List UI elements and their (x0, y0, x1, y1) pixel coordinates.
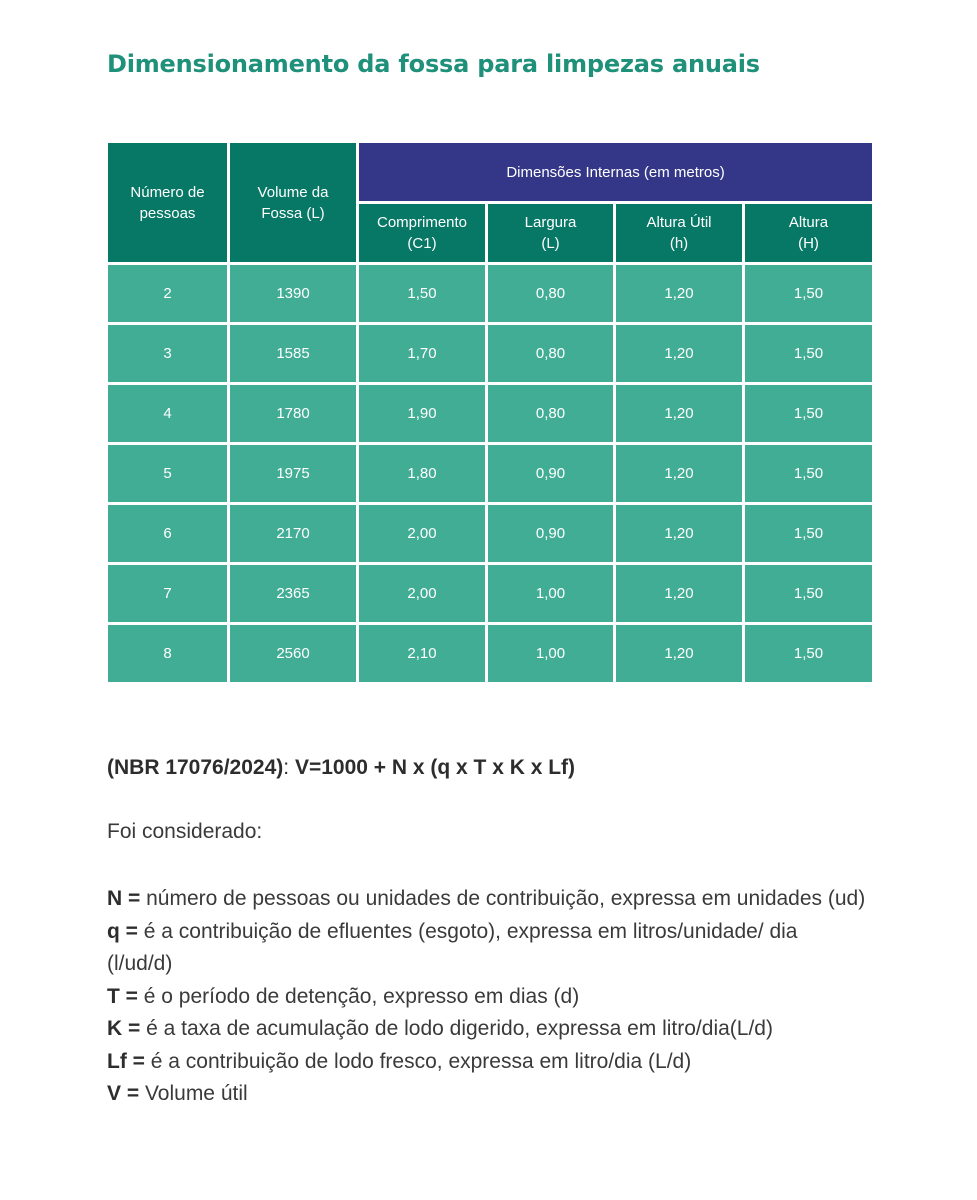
cell-people: 7 (107, 564, 229, 624)
cell-people: 4 (107, 384, 229, 444)
header-height-unit: (H) (798, 235, 819, 252)
table-row (107, 624, 874, 684)
cell-volume: 2365 (229, 564, 358, 624)
cell-volume: 2560 (229, 624, 358, 684)
cell-useful-height: 1,20 (615, 624, 744, 684)
header-useful-height-name: Altura Útil (646, 214, 712, 231)
cell-volume: 1585 (229, 324, 358, 384)
cell-useful-height: 1,20 (615, 504, 744, 564)
cell-people: 3 (107, 324, 229, 384)
header-useful-height-unit: (h) (669, 235, 689, 252)
cell-people: 5 (107, 444, 229, 504)
cell-length: 2,10 (358, 624, 487, 684)
table-row (107, 384, 874, 444)
header-internal-dimensions: Dimensões Internas (em metros) (358, 142, 874, 203)
definition-item (107, 883, 867, 916)
formula-separator: : (283, 756, 295, 779)
formula-expression: V=1000 + N x (q x T x K x Lf) (294, 756, 576, 779)
considered-label: Foi considerado: (107, 820, 263, 843)
table-row (107, 564, 874, 624)
cell-length: 1,70 (358, 324, 487, 384)
header-people (107, 142, 229, 264)
cell-people: 6 (107, 504, 229, 564)
table-row (107, 504, 874, 564)
header-width-name: Largura (524, 214, 577, 231)
cell-length: 2,00 (358, 504, 487, 564)
definitions-list (107, 883, 867, 1111)
cell-volume: 1390 (229, 264, 358, 324)
formula (107, 756, 575, 780)
table-header-row (107, 142, 874, 203)
definition-text: é a taxa de acumulação de lodo digerido, expressa em litro/dia(L/d) (140, 1017, 773, 1040)
definition-item (107, 1013, 867, 1046)
cell-useful-height: 1,20 (615, 324, 744, 384)
cell-height: 1,50 (744, 384, 874, 444)
definition-item (107, 916, 867, 981)
definition-text: é o período de detenção, expresso em dias (d) (137, 984, 580, 1008)
cell-people: 8 (107, 624, 229, 684)
cell-useful-height: 1,20 (615, 564, 744, 624)
cell-width: 0,90 (487, 504, 615, 564)
definition-text: Volume útil (139, 1082, 248, 1105)
header-length-unit: (C1) (407, 235, 437, 252)
cell-height: 1,50 (744, 264, 874, 324)
definition-item (107, 1078, 867, 1111)
table-row (107, 264, 874, 324)
cell-useful-height: 1,20 (615, 444, 744, 504)
table-body (107, 264, 874, 684)
header-people-label: Número de pessoas (130, 183, 205, 222)
cell-height: 1,50 (744, 324, 874, 384)
cell-length: 1,90 (358, 384, 487, 444)
cell-width: 1,00 (487, 624, 615, 684)
definition-item (107, 1046, 867, 1079)
header-width-unit: (L) (541, 235, 560, 252)
definition-symbol: q = (107, 919, 138, 943)
cell-width: 0,80 (487, 264, 615, 324)
definition-symbol: V = (107, 1082, 140, 1105)
cell-useful-height: 1,20 (615, 264, 744, 324)
cell-height: 1,50 (744, 564, 874, 624)
definition-item (107, 981, 867, 1014)
formula-norm: (NBR 17076/2024) (107, 756, 284, 779)
page-title: Dimensionamento da fossa para limpezas anuais (107, 50, 760, 78)
definition-symbol: Lf = (107, 1049, 145, 1073)
definition-text: é a contribuição de lodo fresco, expressa em litro/dia (L/d) (144, 1049, 692, 1073)
cell-useful-height: 1,20 (615, 384, 744, 444)
cell-people: 2 (107, 264, 229, 324)
table-row (107, 324, 874, 384)
definition-text: número de pessoas ou unidades de contribuição, expressa em unidades (ud) (140, 887, 866, 910)
cell-height: 1,50 (744, 444, 874, 504)
cell-length: 1,50 (358, 264, 487, 324)
cell-volume: 1975 (229, 444, 358, 504)
cell-height: 1,50 (744, 504, 874, 564)
cell-width: 0,80 (487, 384, 615, 444)
definition-symbol: T = (107, 984, 138, 1008)
definition-text: é a contribuição de efluentes (esgoto), expressa em litros/unidade/ dia (l/ud/d) (107, 919, 798, 975)
definition-symbol: K = (107, 1017, 141, 1040)
cell-width: 1,00 (487, 564, 615, 624)
header-width (487, 203, 615, 264)
cell-length: 1,80 (358, 444, 487, 504)
cell-volume: 2170 (229, 504, 358, 564)
cell-width: 0,80 (487, 324, 615, 384)
dimension-table (105, 140, 875, 685)
header-volume (229, 142, 358, 264)
header-height-name: Altura (788, 214, 829, 231)
cell-volume: 1780 (229, 384, 358, 444)
definition-symbol: N = (107, 887, 141, 910)
header-useful-height (615, 203, 744, 264)
header-height (744, 203, 874, 264)
header-volume-label: Volume da Fossa (L) (257, 183, 329, 222)
cell-length: 2,00 (358, 564, 487, 624)
cell-height: 1,50 (744, 624, 874, 684)
cell-width: 0,90 (487, 444, 615, 504)
header-length-name: Comprimento (376, 214, 468, 231)
header-length (358, 203, 487, 264)
table-row (107, 444, 874, 504)
